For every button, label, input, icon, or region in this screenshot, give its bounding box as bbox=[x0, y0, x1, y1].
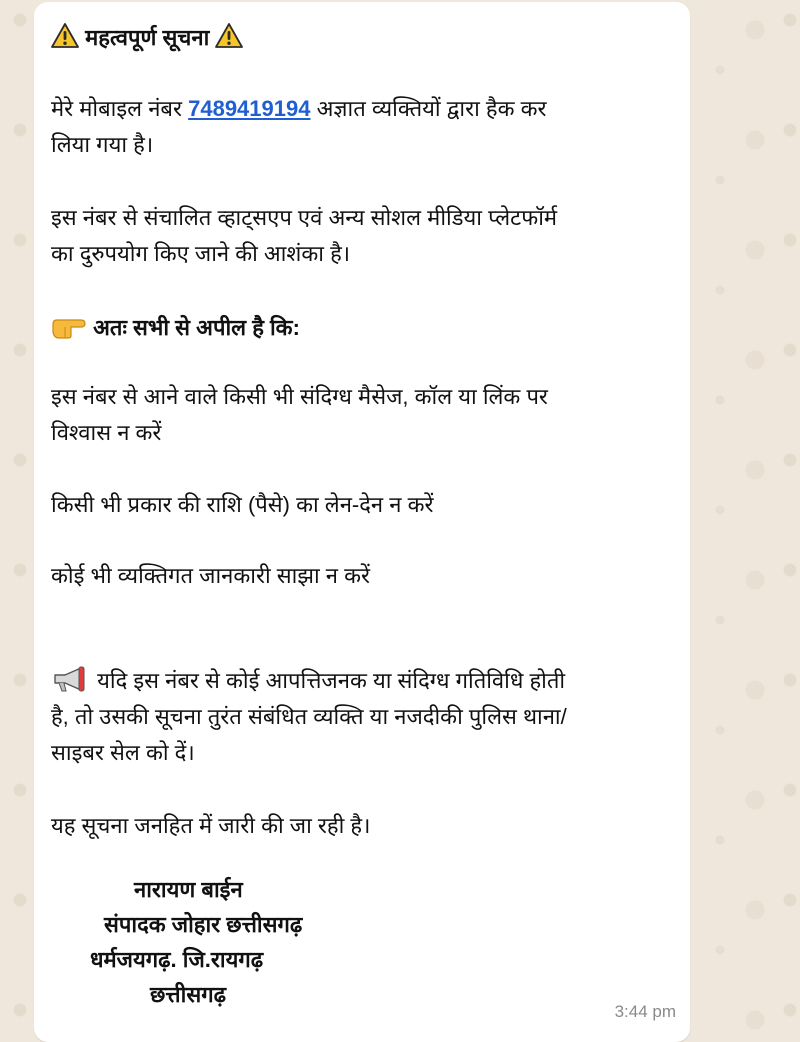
para1-prefix: मेरे मोबाइल नंबर bbox=[51, 96, 182, 121]
warning-icon bbox=[51, 22, 79, 50]
signature-name: नारायण बाईन bbox=[134, 877, 243, 902]
paragraph-misuse-line2: का दुरुपयोग किए जाने की आशंका है। bbox=[51, 241, 351, 266]
notice-line1-text: यदि इस नंबर से कोई आपत्तिजनक या संदिग्ध गतिविधि होती bbox=[97, 668, 566, 693]
appeal-item-2: किसी भी प्रकार की राशि (पैसे) का लेन-देन न करें bbox=[51, 492, 434, 517]
message-bubble[interactable] bbox=[34, 2, 690, 1042]
phone-number-link[interactable]: 7489419194 bbox=[188, 96, 311, 121]
paragraph-misuse-line1: इस नंबर से संचालित व्हाट्सएप एवं अन्य सोशल मीडिया प्लेटफॉर्म bbox=[51, 205, 558, 230]
message-timestamp: 3:44 pm bbox=[614, 1002, 676, 1021]
appeal-heading-text: अतः सभी से अपील है कि: bbox=[93, 315, 300, 340]
para1-suffix: अज्ञात व्यक्तियों द्वारा हैक कर bbox=[316, 96, 547, 121]
public-interest-line: यह सूचना जनहित में जारी की जा रही है। bbox=[51, 813, 371, 838]
warning-icon bbox=[215, 22, 243, 50]
title-line bbox=[51, 22, 243, 54]
notice-line1 bbox=[51, 665, 565, 697]
signature-state: छत्तीसगढ़ bbox=[150, 982, 226, 1007]
megaphone-icon bbox=[51, 665, 91, 693]
appeal-heading bbox=[51, 312, 300, 344]
message-title: महत्वपूर्ण सूचना bbox=[85, 25, 210, 50]
signature-role: संपादक जोहार छत्तीसगढ़ bbox=[104, 912, 303, 937]
notice-line2: है, तो उसकी सूचना तुरंत संबंधित व्यक्ति या नजदीकी पुलिस थाना/ bbox=[51, 704, 567, 729]
paragraph-hacked-line1 bbox=[51, 93, 546, 125]
paragraph-hacked-line2: लिया गया है। bbox=[51, 132, 154, 157]
pointing-hand-icon bbox=[51, 312, 87, 340]
signature-place: धर्मजयगढ़. जि.रायगढ़ bbox=[90, 947, 264, 972]
appeal-item-1-line1: इस नंबर से आने वाले किसी भी संदिग्ध मैसेज, कॉल या लिंक पर bbox=[51, 384, 548, 409]
appeal-item-3: कोई भी व्यक्तिगत जानकारी साझा न करें bbox=[51, 563, 371, 588]
notice-line3: साइबर सेल को दें। bbox=[51, 740, 195, 765]
appeal-item-1-line2: विश्वास न करें bbox=[51, 420, 162, 445]
